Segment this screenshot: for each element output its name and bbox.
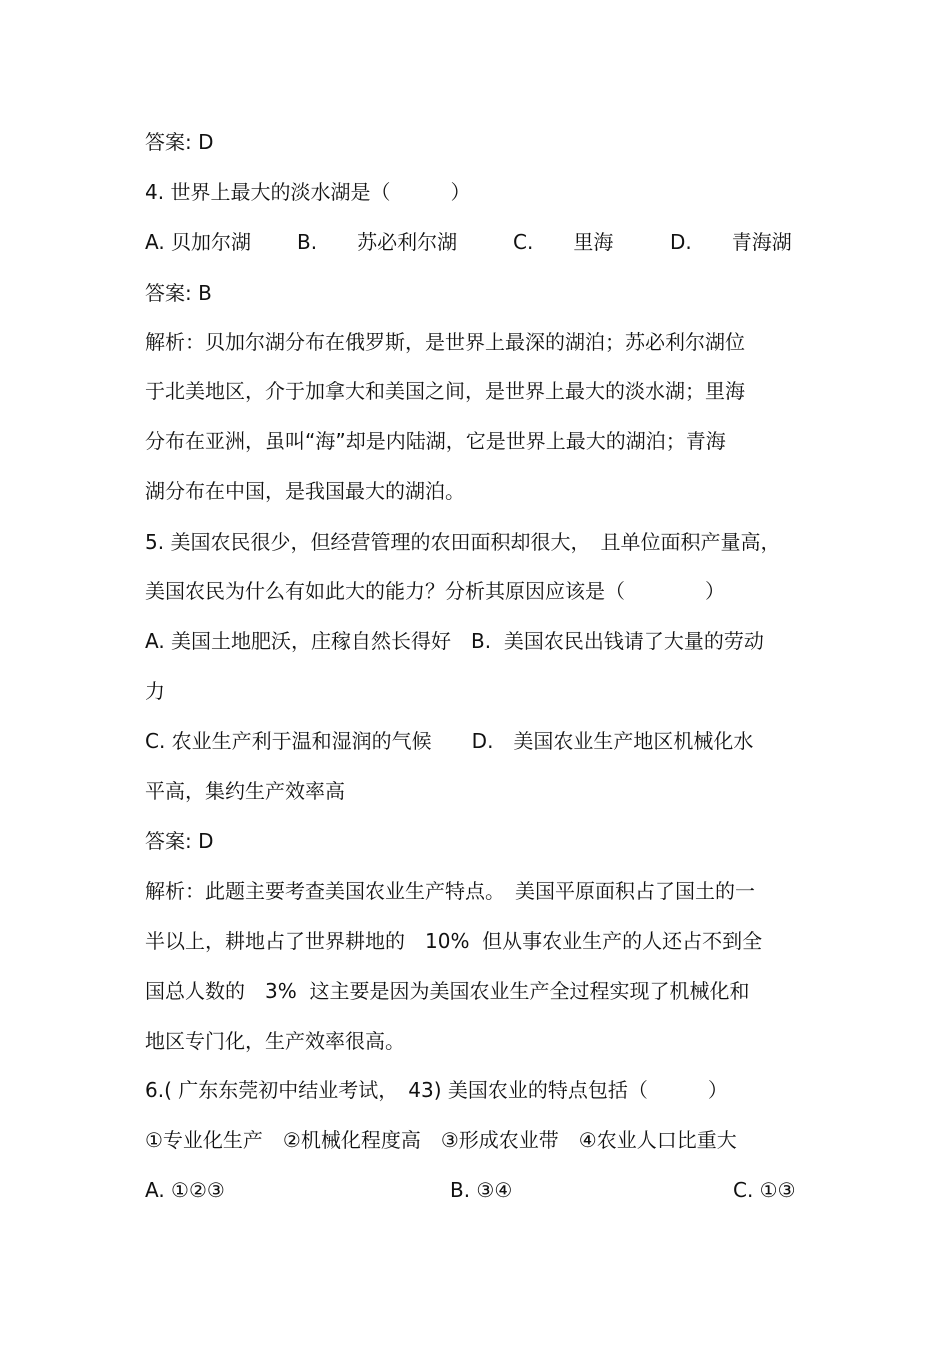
q4-stem: 4. 世界上最大的淡水湖是（ ） <box>145 180 471 204</box>
q5-analysis-line: 半以上，耕地占了世界耕地的 10% 但从事农业生产的人还占不到全 <box>145 929 763 953</box>
q5-analysis-line: 国总人数的 3% 这主要是因为美国农业生产全过程实现了机械化和 <box>145 979 750 1003</box>
q5-answer: 答案: D <box>145 829 214 853</box>
q6-option-c: C. ①③ <box>733 1178 796 1202</box>
q6-option-b: B. ③④ <box>450 1178 513 1202</box>
q4-analysis-line: 分布在亚洲，虽叫“海”却是内陆湖，它是世界上最大的湖泊；青海 <box>145 429 726 453</box>
q5-stem-line: 美国农民为什么有如此大的能力？分析其原因应该是（ ） <box>145 579 725 603</box>
q6-option-a: A. ①②③ <box>145 1178 225 1202</box>
q4-analysis-line: 湖分布在中国，是我国最大的湖泊。 <box>145 479 465 503</box>
q5-option-line: 平高，集约生产效率高 <box>145 779 345 803</box>
q4-analysis-line: 于北美地区，介于加拿大和美国之间，是世界上最大的淡水湖；里海 <box>145 379 745 403</box>
q3-answer: 答案: D <box>145 130 214 154</box>
q4-option-a: A. 贝加尔湖 <box>145 230 252 254</box>
q5-option-line: 力 <box>145 679 165 703</box>
q4-analysis-line: 解析：贝加尔湖分布在俄罗斯，是世界上最深的湖泊；苏必利尔湖位 <box>145 330 745 354</box>
q4-option-d: D. 青海湖 <box>670 230 792 254</box>
q4-option-c: C. 里海 <box>513 230 614 254</box>
q5-option-line: A. 美国土地肥沃，庄稼自然长得好 B. 美国农民出钱请了大量的劳动 <box>145 629 764 653</box>
q5-stem-line: 5. 美国农民很少，但经营管理的农田面积却很大， 且单位面积产量高， <box>145 530 781 554</box>
q4-option-b: B. 苏必利尔湖 <box>297 230 458 254</box>
q5-analysis-line: 地区专门化，生产效率很高。 <box>145 1029 405 1053</box>
q5-option-line: C. 农业生产利于温和湿润的气候 D. 美国农业生产地区机械化水 <box>145 729 754 753</box>
q6-stem: 6.( 广东东莞初中结业考试， 43) 美国农业的特点包括（ ） <box>145 1078 728 1102</box>
q5-analysis-line: 解析：此题主要考查美国农业生产特点。 美国平原面积占了国土的一 <box>145 879 755 903</box>
q6-items: ①专业化生产 ②机械化程度高 ③形成农业带 ④农业人口比重大 <box>145 1128 737 1152</box>
q4-answer: 答案: B <box>145 281 212 305</box>
